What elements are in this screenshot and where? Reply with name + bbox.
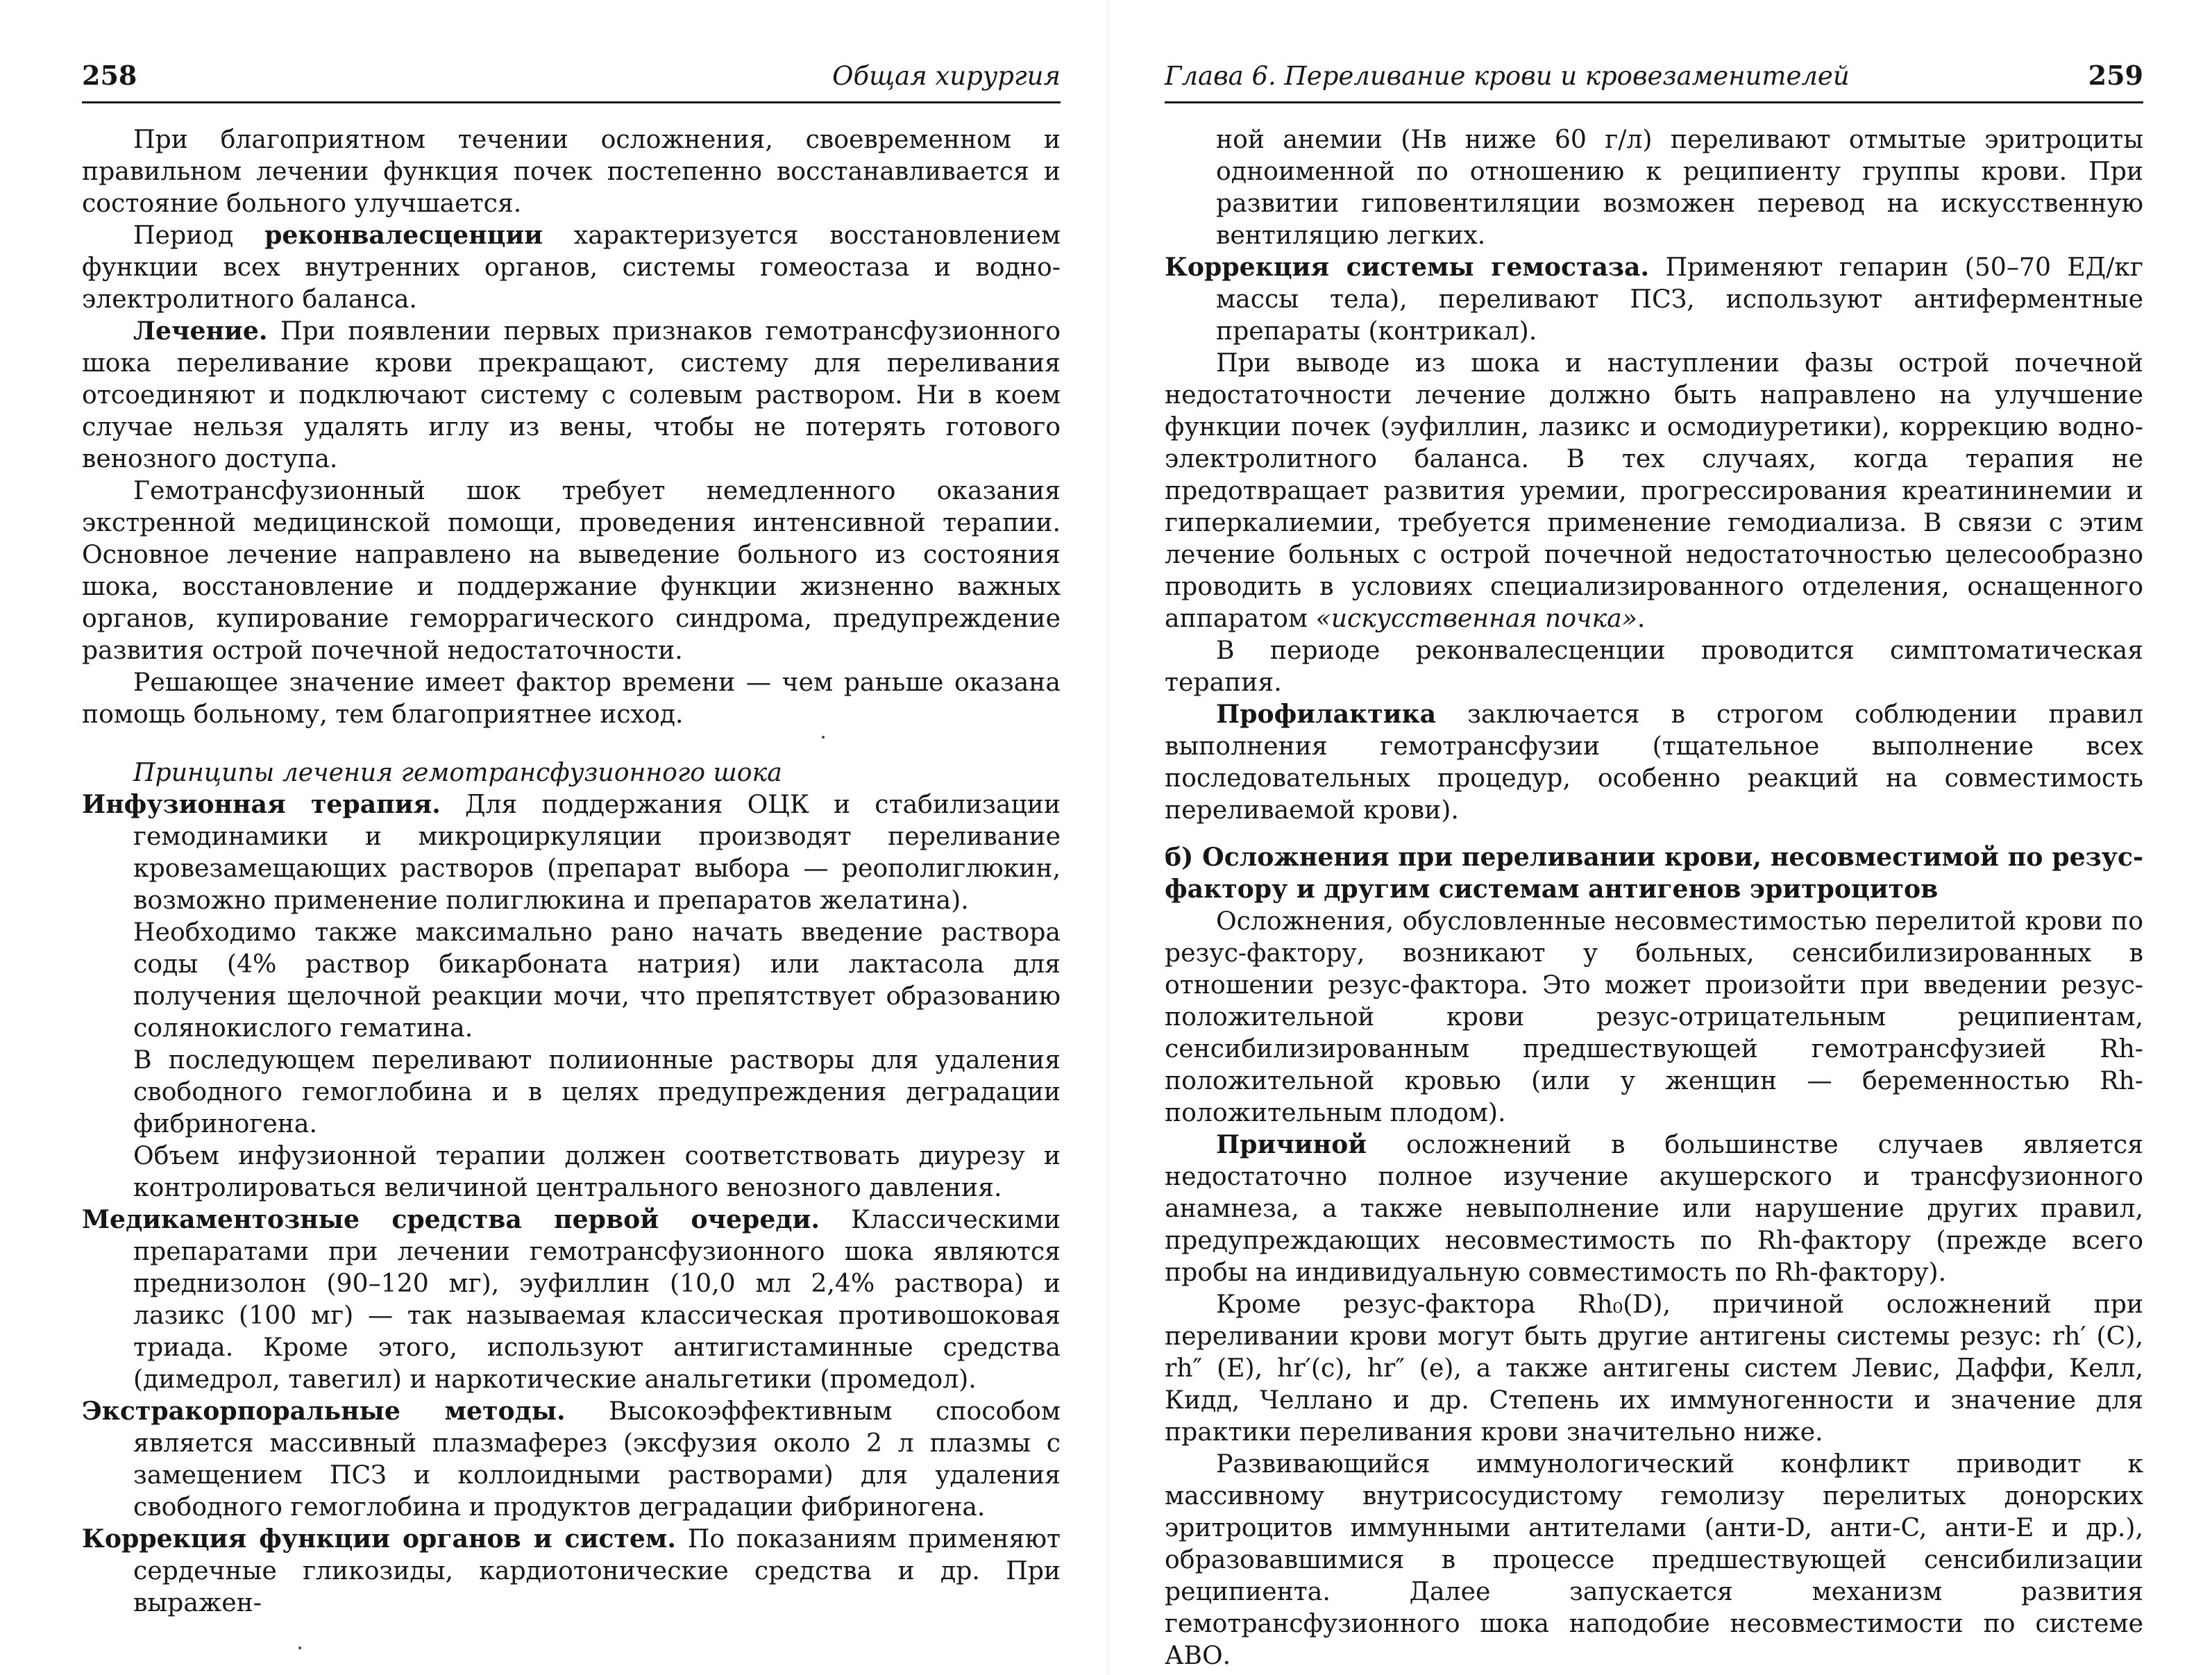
scan-speck (822, 736, 825, 739)
paragraph (82, 124, 1061, 219)
paragraph (82, 1204, 1061, 1395)
section-heading (1165, 841, 2143, 905)
bold-term: Медикаментозные средства первой очереди. (82, 1204, 820, 1234)
text-run: В периоде реконвалесценции проводится симптоматическая терапия. (1165, 635, 2143, 697)
page-gutter (1108, 0, 1109, 1675)
bold-term: Лечение. (133, 316, 268, 346)
bold-term: Коррекция функции органов и систем. (82, 1524, 676, 1554)
text-run: При появлении первых признаков гемотрансфузионного шока переливание крови прекращают, систему для переливания отсоединяют и подключают систему с солевым раствором. Ни в коем случае нельзя удалять иглу из вены, чтобы не потерять готового венозного доступа. (82, 316, 1061, 473)
paragraph (82, 1044, 1061, 1140)
paragraph (1165, 347, 2143, 634)
paragraph (1165, 124, 2143, 251)
right-page (1165, 0, 2143, 1675)
italic-text: Принципы лечения гемотрансфузионного шока (133, 757, 782, 787)
text-run: осложнений в большинстве случаев является недостаточно полное изучение акушерского и трансфузионного анамнеза, а также невыполнение или нарушение других правил, предупреждающих несовместимость по Rh-фактору (прежде всего пробы на индивидуальную совместимость по Rh-фактору). (1165, 1129, 2143, 1287)
paragraph (82, 916, 1061, 1044)
bold-term: б) Осложнения при переливании крови, несовместимой по резус-фактору и другим системам антигенов эритроцитов (1165, 842, 2143, 904)
left-page (82, 0, 1061, 1675)
text-run: Кроме резус-фактора Rh₀(D), причиной осложнений при переливании крови могут быть другие антигены системы резус: rh′ (C), rh″ (E), hr′(c), hr″ (e), а также антигены систем Левис, Даффи, Келл, Кидд, Челлано и др. Степень их иммуногенности и значение для практики переливания крови значительно ниже. (1165, 1289, 2143, 1447)
text-run: Гемотрансфузионный шок требует немедленного оказания экстренной медицинской помощи, проведения интенсивной терапии. Основное лечение направлено на выведение больного из состояния шока, восстановление и поддержание функции жизненно важных органов, купирование геморрагического синдрома, предупреждение развития острой почечной недостаточности. (82, 475, 1061, 665)
paragraph (82, 1523, 1061, 1619)
running-header (82, 60, 1061, 103)
paragraph (82, 315, 1061, 475)
text-run: характеризуется восстановлением функции всех внутренних органов, системы гомеостаза и водно-электролитного баланса. (82, 220, 1061, 314)
page-number: 258 (82, 60, 137, 91)
page-body (1165, 124, 2143, 1672)
text-run: Применяют гепарин (50–70 ЕД/кг массы тела), переливают ПСЗ, используют антиферментные препараты (контрикал). (1216, 252, 2143, 346)
text-run: Необходимо также максимально рано начать введение раствора соды (4% раствор бикарбоната натрия) или лактасола для получения щелочной реакции мочи, что препятствует образованию солянокислого гематина. (133, 917, 1061, 1043)
paragraph (82, 475, 1061, 666)
running-title: Общая хирургия (832, 61, 1061, 91)
paragraph (82, 666, 1061, 730)
text-run: В последующем переливают полиионные растворы для удаления свободного гемоглобина и в целях предупреждения деградации фибриногена. (133, 1045, 1061, 1138)
running-header (1165, 60, 2143, 103)
bold-term: Инфузионная терапия. (82, 789, 441, 819)
bold-term: Коррекция системы гемостаза. (1165, 252, 1650, 282)
paragraph (82, 789, 1061, 916)
running-title: Глава 6. Переливание крови и кровезаменителей (1165, 61, 1850, 91)
text-run: ной анемии (Нв ниже 60 г/л) переливают отмытые эритроциты одноименной по отношению к реципиенту группы крови. При развитии гиповентиляции возможен перевод на искусственную вентиляцию легких. (1216, 124, 2143, 250)
paragraph (1165, 1129, 2143, 1288)
paragraph (1165, 1288, 2143, 1448)
paragraph (1165, 634, 2143, 698)
text-run: Для поддержания ОЦК и стабилизации гемодинамики и микроциркуляции производят переливание кровезамещающих растворов (препарат выбора — реополиглюкин, возможно применение полиглюкина и препаратов желатина). (133, 789, 1061, 915)
text-run: Объем инфузионной терапии должен соответствовать диурезу и контролироваться величиной центрального венозного давления. (133, 1140, 1061, 1202)
text-run: По показаниям применяют сердечные гликозиды, кардиотонические средства и др. При выражен- (133, 1524, 1061, 1617)
subheading (82, 757, 1061, 789)
italic-text: «искусственная почка» (1315, 603, 1637, 633)
bold-term: Профилактика (1216, 699, 1437, 729)
text-run: При благоприятном течении осложнения, своевременном и правильном лечении функция почек постепенно восстанавливается и состояние больного улучшается. (82, 124, 1061, 218)
bold-term: Экстракорпоральные методы. (82, 1396, 566, 1426)
paragraph (82, 1140, 1061, 1204)
bold-term: Причиной (1216, 1129, 1367, 1159)
text-run: . (1637, 603, 1646, 633)
paragraph (82, 219, 1061, 315)
scan-speck (298, 1647, 301, 1649)
text-run: Высокоэффективным способом является массивный плазмаферез (эксфузия около 2 л плазмы с замещением ПСЗ и коллоидными растворами) для удаления свободного гемоглобина и продуктов деградации фибриногена. (133, 1396, 1061, 1522)
text-run: Период (133, 220, 265, 250)
text-run: Классическими препаратами при лечении гемотрансфузионного шока являются преднизолон (90–120 мг), эуфиллин (10,0 мл 2,4% раствора) и лазикс (100 мг) — так называемая классическая противошоковая триада. Кроме этого, используют антигистаминные средства (димедрол, тавегил) и наркотические анальгетики (промедол). (133, 1204, 1061, 1394)
text-run: Развивающийся иммунологический конфликт приводит к массивному внутрисосудистому гемолизу перелитых донорских эритроцитов иммунными антителами (анти-D, анти-C, анти-E и др.), образовавшимися в процессе предшествующей сенсибилизации реципиента. Далее запускается механизм развития гемотрансфузионного шока наподобие несовместимости по системе АВО. (1165, 1449, 2143, 1670)
text-run: заключается в строгом соблюдении правил выполнения гемотрансфузии (тщательное выполнение всех последовательных процедур, особенно реакций на совместимость переливаемой крови). (1165, 699, 2143, 825)
paragraph (1165, 905, 2143, 1129)
page-body (82, 124, 1061, 1619)
paragraph (1165, 698, 2143, 826)
paragraph (82, 1395, 1061, 1523)
paragraph (1165, 251, 2143, 347)
page-number: 259 (2088, 60, 2143, 91)
paragraph (1165, 1448, 2143, 1672)
text-run: При выводе из шока и наступлении фазы острой почечной недостаточности лечение должно быть направлено на улучшение функции почек (эуфиллин, лазикс и осмодиуретики), коррекцию водно-электролитного баланса. В тех случаях, когда терапия не предотвращает развития уремии, прогрессирования креатининемии и гиперкалиемии, требуется применение гемодиализа. В связи с этим лечение больных с острой почечной недостаточностью целесообразно проводить в условиях специализированного отделения, оснащенного аппаратом (1165, 348, 2143, 633)
text-run: Осложнения, обусловленные несовместимостью перелитой крови по резус-фактору, возникают у больных, сенсибилизированных в отношении резус-фактора. Это может произойти при введении резус-положительной крови резус-отрицательным реципиентам, сенсибилизированным предшествующей гемотрансфузией Rh-положительной кровью (или у женщин — беременностью Rh-положительным плодом). (1165, 906, 2143, 1127)
text-run: Решающее значение имеет фактор времени — чем раньше оказана помощь больному, тем благоприятнее исход. (82, 667, 1061, 729)
bold-term: реконвалесценции (264, 220, 543, 250)
